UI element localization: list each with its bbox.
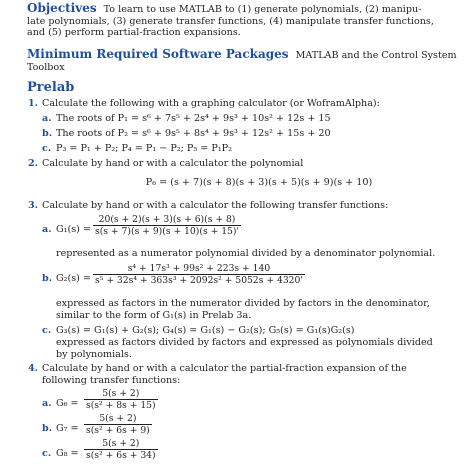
- q3c-text: G₃(s) = G₁(s) + G₂(s); G₄(s) = G₁(s) − G₂(s); G₅(s) = G₁(s)G₂(s): [56, 325, 355, 336]
- q4b-numerator: 5(s + 2): [84, 413, 152, 425]
- q4b-denominator: s(s² + 6s + 9): [86, 425, 150, 436]
- q4a-label: a.: [42, 398, 52, 409]
- objectives-line-3: and (5) perform partial-fraction expansions.: [27, 27, 241, 39]
- q3a-fraction: [93, 214, 241, 237]
- q4-text-2: following transfer functions:: [42, 375, 181, 386]
- q3b-fraction: [93, 263, 305, 286]
- q4a-numerator: 5(s + 2): [84, 388, 158, 400]
- q3-number: 3.: [28, 200, 39, 211]
- q1-number: 1.: [28, 98, 39, 109]
- q3a-label: a.: [42, 224, 52, 235]
- q4-text-1: Calculate by hand or with a calculator the partial-fraction expansion of the: [42, 363, 407, 374]
- q4b-label: b.: [42, 423, 53, 434]
- software-line-1: MATLAB and the Control System: [295, 50, 457, 61]
- prelab-heading: Prelab: [27, 80, 75, 95]
- software-line-2: Toolbox: [27, 61, 65, 73]
- q4c-lhs: G₈ =: [56, 448, 79, 459]
- objectives-line-1: To learn to use MATLAB to (1) generate polynomials, (2) manipu-: [103, 4, 422, 15]
- q3a-numerator: 20(s + 2)(s + 3)(s + 6)(s + 8): [93, 214, 241, 226]
- q3b-denominator: s⁵ + 32s⁴ + 363s³ + 2092s² + 5052s + 4320': [95, 275, 303, 286]
- q3b-note-1: expressed as factors in the numerator divided by factors in the denominator,: [56, 298, 430, 309]
- q4b-fraction: [84, 413, 152, 436]
- q3c-note-1: expressed as factors divided by factors and expressed as polynomials divided: [56, 337, 433, 348]
- q1a-text: The roots of P₁ = s⁶ + 7s⁵ + 2s⁴ + 9s³ + 10s² + 12s + 15: [56, 113, 331, 124]
- q4-number: 4.: [28, 363, 39, 374]
- q3c-note-2: by polynomials.: [56, 349, 132, 360]
- q2-number: 2.: [28, 158, 39, 169]
- q3a-note: represented as a numerator polynomial divided by a denominator polynomial.: [56, 248, 436, 259]
- q1b-label: b.: [42, 128, 53, 139]
- q3b-label: b.: [42, 273, 53, 284]
- q3b-lhs: G₂(s) =: [56, 273, 92, 284]
- q4c-label: c.: [42, 448, 52, 459]
- objectives-paragraph: [27, 3, 467, 39]
- q4c-denominator: s(s² + 6s + 34): [86, 450, 156, 461]
- software-heading: Minimum Required Software Packages: [27, 47, 289, 61]
- q3a-denominator: s(s + 7)(s + 9)(s + 10)(s + 15)': [95, 226, 240, 237]
- software-paragraph: [27, 49, 467, 73]
- q3b-numerator: s⁴ + 17s³ + 99s² + 223s + 140: [93, 263, 305, 275]
- q4b-lhs: G₇ =: [56, 423, 79, 434]
- q3b-note-2: similar to the form of G₁(s) in Prelab 3a.: [56, 310, 252, 321]
- q4a-denominator: s(s² + 8s + 15): [86, 400, 156, 411]
- q3c-label: c.: [42, 325, 52, 336]
- q2-text: Calculate by hand or with a calculator the polynomial: [42, 158, 304, 169]
- q4c-fraction: [84, 438, 158, 461]
- q3-text: Calculate by hand or with a calculator the following transfer functions:: [42, 200, 389, 211]
- q1a-label: a.: [42, 113, 52, 124]
- q4a-fraction: [84, 388, 158, 411]
- q4a-lhs: G₆ =: [56, 398, 79, 409]
- q2-equation: P₆ = (s + 7)(s + 8)(s + 3)(s + 5)(s + 9)(s + 10): [145, 177, 373, 188]
- q1c-text: P₃ = P₁ + P₂; P₄ = P₁ − P₂; P₅ = P₁P₂: [56, 143, 232, 154]
- q1b-text: The roots of P₂ = s⁶ + 9s⁵ + 8s⁴ + 9s³ + 12s² + 15s + 20: [56, 128, 331, 139]
- objectives-heading: Objectives: [27, 1, 97, 15]
- objectives-line-2: late polynomials, (3) generate transfer functions, (4) manipulate transfer functions,: [27, 15, 434, 27]
- q1-text: Calculate the following with a graphing calculator (or WoframAlpha):: [42, 98, 380, 109]
- q1c-label: c.: [42, 143, 52, 154]
- q3a-lhs: G₁(s) =: [56, 224, 92, 235]
- q4c-numerator: 5(s + 2): [84, 438, 158, 450]
